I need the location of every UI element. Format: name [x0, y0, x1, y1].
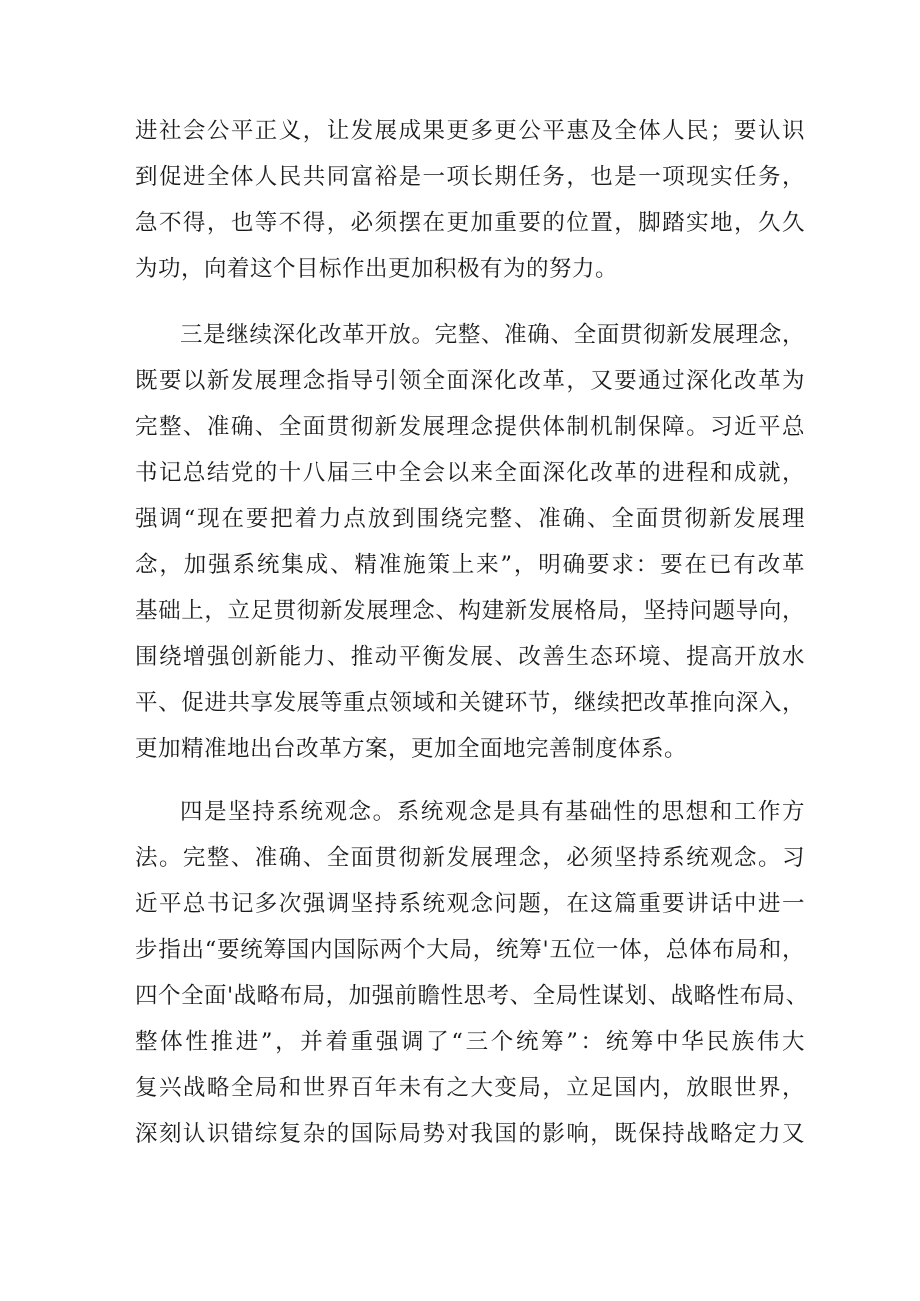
text-line: 深刻认识错综复杂的国际局势对我国的影响，既保持战略定力又 [135, 1121, 805, 1147]
text-line: 步指出“要统筹国内国际两个大局，统筹'五位一体，总体布局和， [135, 937, 805, 963]
paragraph-continuation [135, 108, 805, 292]
text-line: 强调“现在要把着力点放到围绕完整、准确、全面贯彻新发展理 [135, 506, 805, 532]
paragraph-system-concept [135, 789, 809, 1157]
text-line: 到促进全体人民共同富裕是一项长期任务，也是一项现实任务， [135, 164, 805, 190]
text-line: 法。完整、准确、全面贯彻新发展理念，必须坚持系统观念。习 [135, 845, 805, 871]
text-line: 为功，向着这个目标作出更加积极有为的努力。 [135, 256, 619, 282]
text-line: 念，加强系统集成、精准施策上来”，明确要求：要在已有改革 [135, 552, 805, 578]
text-line: 四个全面'战略布局，加强前瞻性思考、全局性谋划、战略性布局、 [135, 983, 809, 1009]
text-line: 基础上，立足贯彻新发展理念、构建新发展格局，坚持问题导向， [135, 598, 805, 624]
text-line: 既要以新发展理念指导引领全面深化改革，又要通过深化改革为 [135, 368, 805, 394]
paragraph-reform-opening [135, 312, 805, 772]
text-line: 平、促进共享发展等重点领域和关键环节，继续把改革推向深入， [135, 690, 805, 716]
text-line: 完整、准确、全面贯彻新发展理念提供体制机制保障。习近平总 [135, 414, 805, 440]
text-line: 整体性推进”，并着重强调了“三个统筹”：统筹中华民族伟大 [135, 1029, 805, 1055]
text-line: 复兴战略全局和世界百年未有之大变局，立足国内，放眼世界， [135, 1075, 805, 1101]
text-line: 围绕增强创新能力、推动平衡发展、改善生态环境、提高开放水 [135, 644, 805, 670]
text-line: 近平总书记多次强调坚持系统观念问题，在这篇重要讲话中进一 [135, 891, 805, 917]
text-line: 进社会公平正义，让发展成果更多更公平惠及全体人民；要认识 [135, 118, 805, 144]
text-line: 书记总结党的十八届三中全会以来全面深化改革的进程和成就， [135, 460, 805, 486]
text-line: 更加精准地出台改革方案，更加全面地完善制度体系。 [135, 736, 688, 762]
text-line: 急不得，也等不得，必须摆在更加重要的位置，脚踏实地，久久 [135, 210, 805, 236]
text-line: 四是坚持系统观念。系统观念是具有基础性的思想和工作方 [180, 799, 805, 825]
text-line: 三是继续深化改革开放。完整、准确、全面贯彻新发展理念， [180, 322, 805, 348]
